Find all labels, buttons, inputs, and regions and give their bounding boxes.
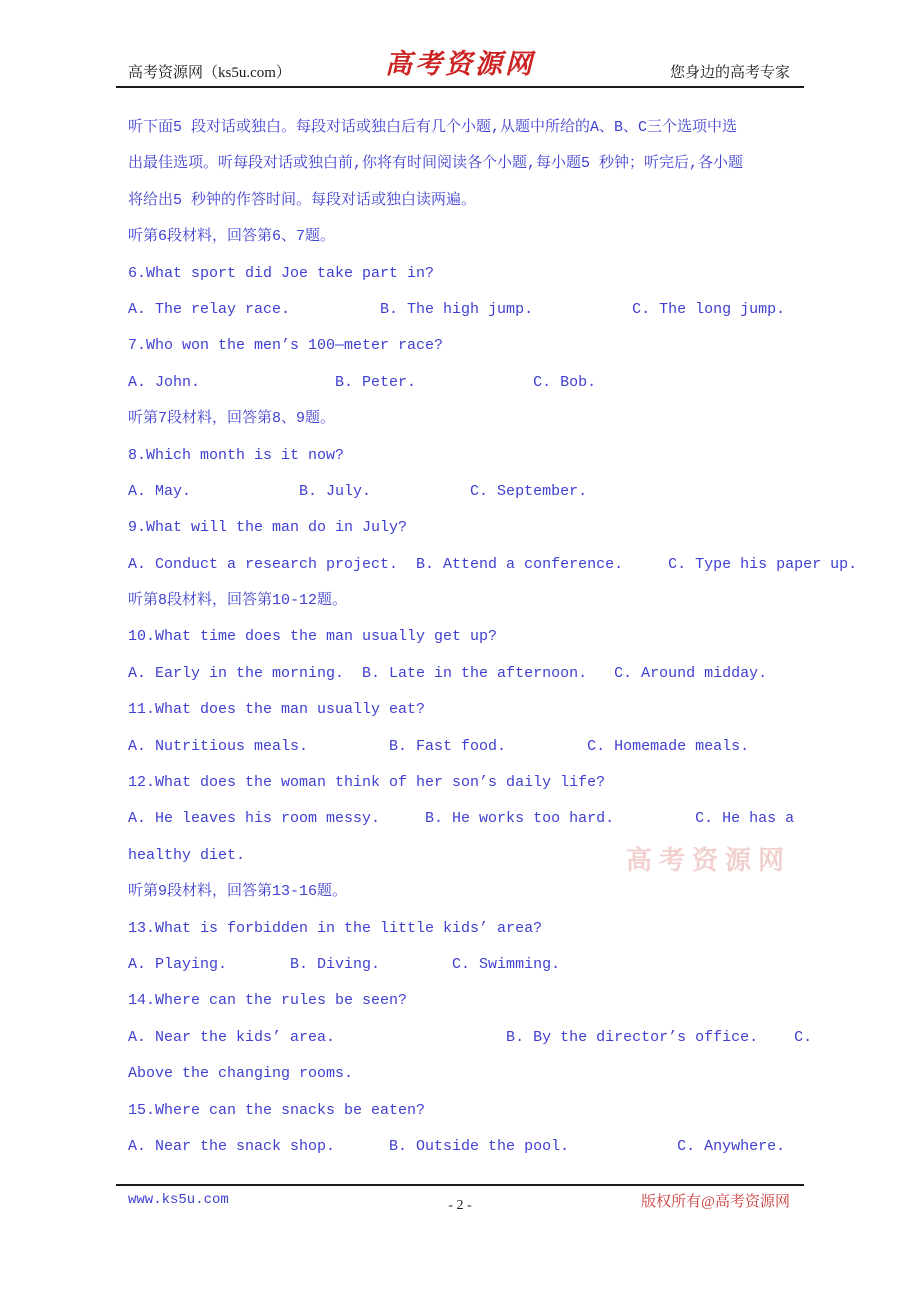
body-line: 听下面5 段对话或独白。每段对话或独白后有几个小题,从题中所给的A、B、C三个选项中选 bbox=[128, 119, 738, 136]
body-line: 8.Which month is it now? bbox=[128, 446, 345, 464]
body-line: 14.Where can the rules be seen? bbox=[128, 992, 408, 1010]
body-line: 听第8段材料，回答第10-12题。 bbox=[128, 592, 348, 610]
body-line: 10.What time does the man usually get up? bbox=[128, 628, 498, 646]
body-line: 9.What will the man do in July? bbox=[128, 519, 408, 537]
body-line: 15.Where can the snacks be eaten? bbox=[128, 1101, 426, 1119]
footer-site-url: www.ks5u.com bbox=[128, 1192, 229, 1208]
document-body bbox=[128, 110, 858, 1165]
body-line: 将给出5 秒钟的作答时间。每段对话或独白读两遍。 bbox=[128, 191, 477, 209]
body-line: A. Conduct a research project. B. Attend a conference. C. Type his paper up. bbox=[128, 555, 858, 573]
body-line: A. John. B. Peter. C. Bob. bbox=[128, 373, 597, 391]
header-site-name: 高考资源网（ks5u.com） bbox=[128, 65, 291, 81]
body-line: A. Nutritious meals. B. Fast food. C. Homemade meals. bbox=[128, 737, 750, 755]
watermark: 高考资源网 bbox=[626, 846, 792, 875]
body-line: 13.What is forbidden in the little kids’ area? bbox=[128, 919, 543, 937]
body-line: 12.What does the woman think of her son’s daily life? bbox=[128, 774, 606, 792]
site-logo: 高考资源网 bbox=[385, 49, 535, 79]
footer-rule bbox=[116, 1184, 804, 1186]
body-line: healthy diet. bbox=[128, 846, 246, 864]
body-line: 6.What sport did Joe take part in? bbox=[128, 264, 435, 282]
body-line: A. Near the snack shop. B. Outside the pool. C. Anywhere. bbox=[128, 1137, 786, 1155]
body-line: A. Near the kids’ area. B. By the director’s office. C. bbox=[128, 1028, 813, 1046]
body-line: Above the changing rooms. bbox=[128, 1065, 354, 1083]
footer-copyright: 版权所有@高考资源网 bbox=[641, 1194, 790, 1210]
body-line: A. The relay race. B. The high jump. C. The long jump. bbox=[128, 300, 786, 318]
page-number: - 2 - bbox=[448, 1198, 472, 1213]
body-line: 听第7段材料，回答第8、9题。 bbox=[128, 410, 336, 428]
body-line: A. He leaves his room messy. B. He works too hard. C. He has a bbox=[128, 810, 795, 828]
body-line: 听第9段材料，回答第13-16题。 bbox=[128, 883, 348, 901]
body-line: A. Playing. B. Diving. C. Swimming. bbox=[128, 955, 561, 973]
header-rule bbox=[116, 86, 804, 88]
body-line: 出最佳选项。听每段对话或独白前,你将有时间阅读各个小题,每小题5 秒钟；听完后,各小题 bbox=[128, 155, 744, 173]
body-line: 听第6段材料，回答第6、7题。 bbox=[128, 228, 336, 246]
body-line: A. Early in the morning. B. Late in the afternoon. C. Around midday. bbox=[128, 664, 768, 682]
body-line: 7.Who won the men’s 100—meter race? bbox=[128, 337, 444, 355]
body-line: 11.What does the man usually eat? bbox=[128, 701, 426, 719]
header-tagline: 您身边的高考专家 bbox=[669, 65, 790, 81]
body-line: A. May. B. July. C. September. bbox=[128, 482, 588, 500]
